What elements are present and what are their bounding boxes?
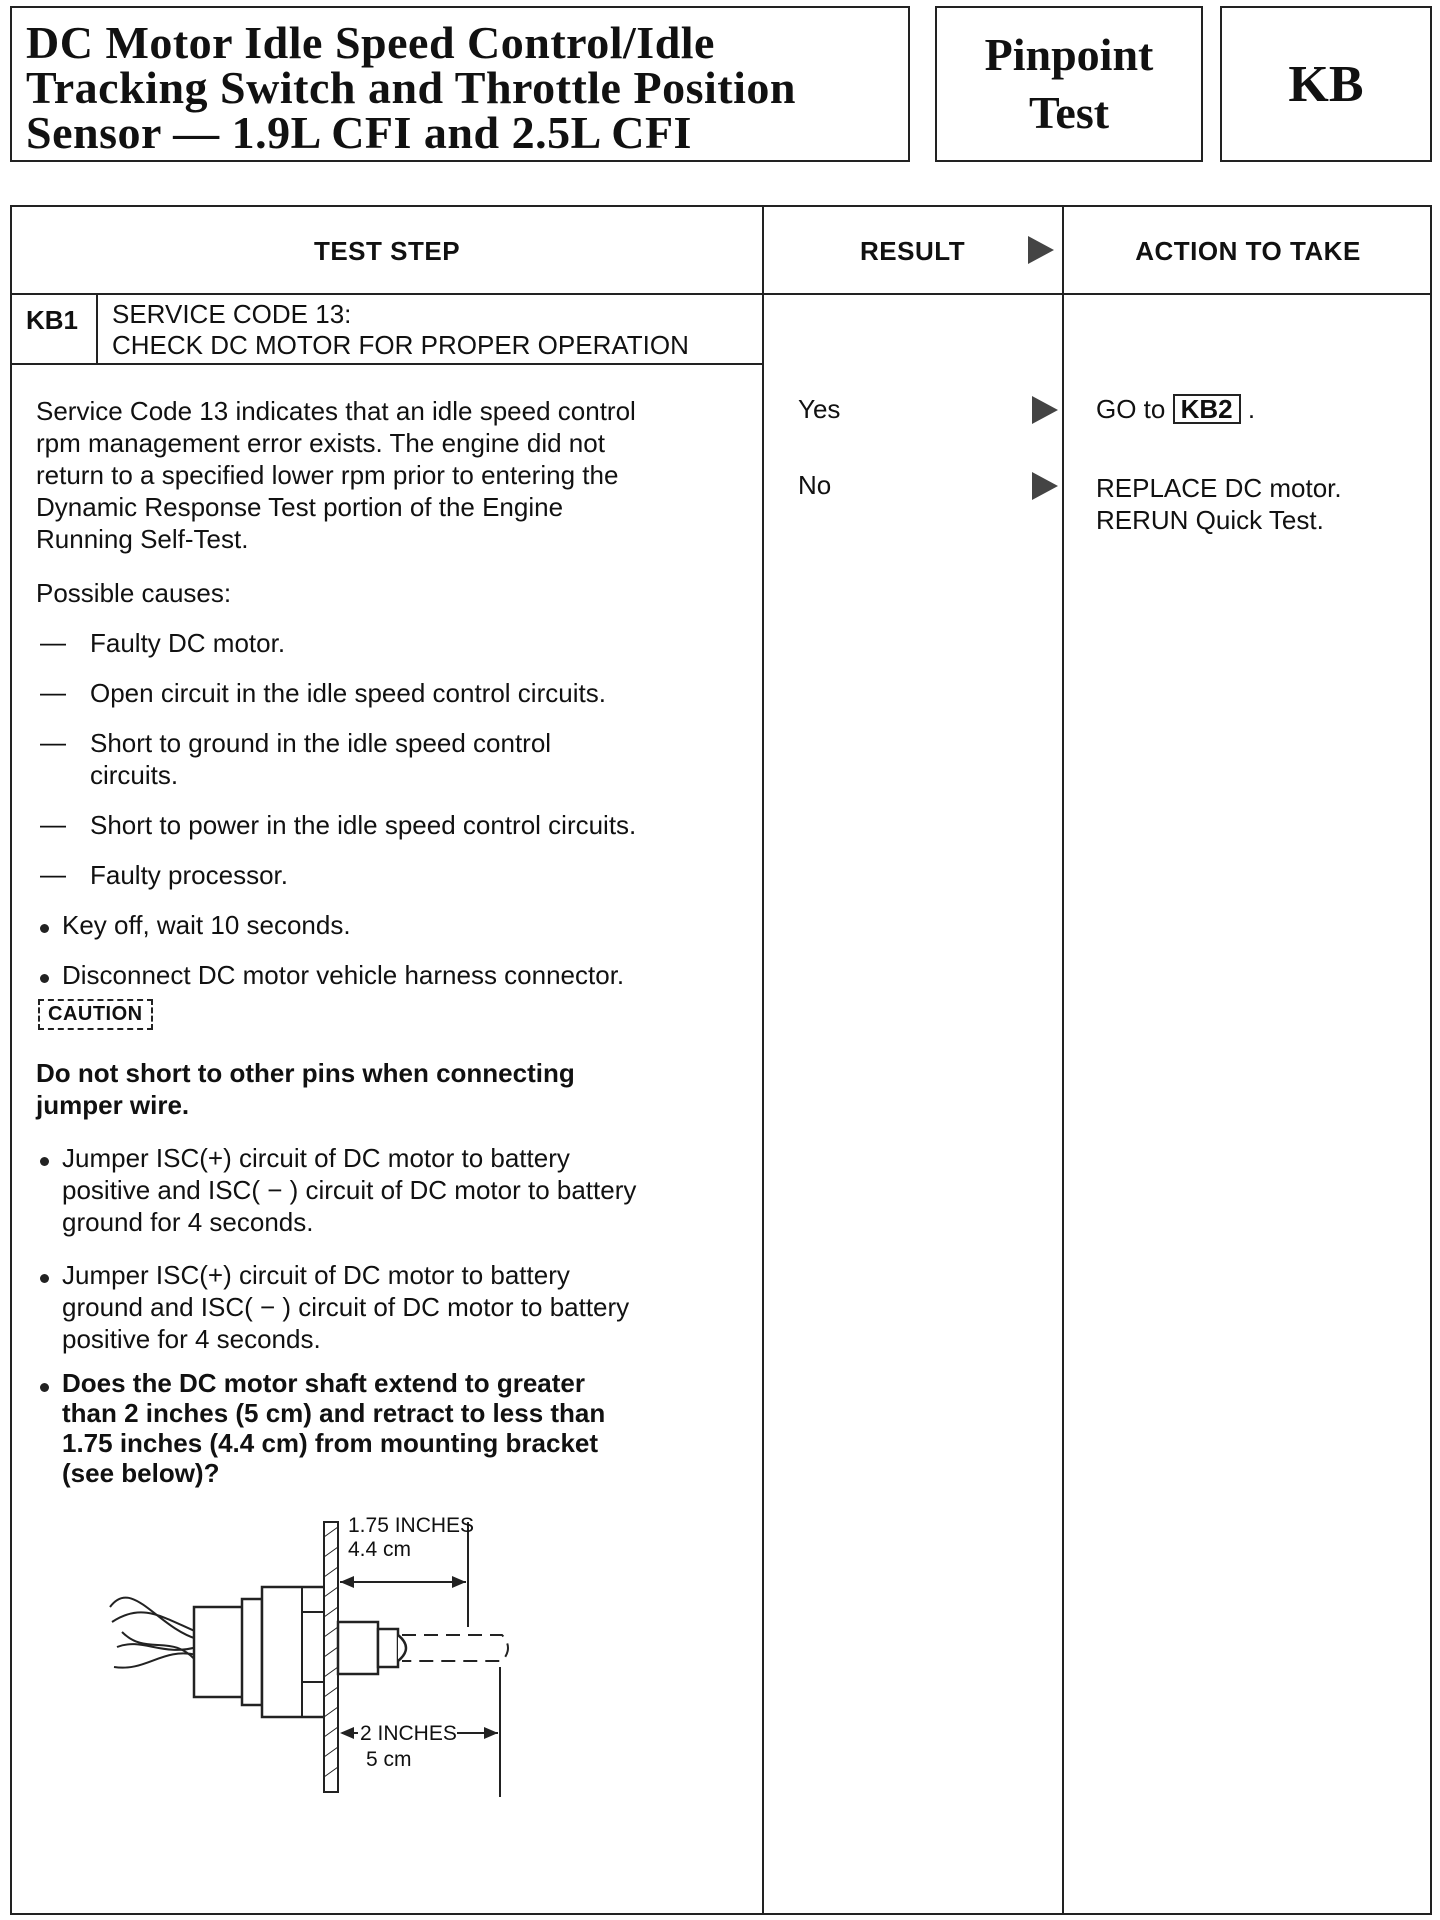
col-result-label: RESULT xyxy=(860,235,966,266)
intro-paragraph xyxy=(36,395,756,555)
column-divider xyxy=(1062,207,1064,1913)
title-line: Sensor — 1.9L CFI and 2.5L CFI xyxy=(26,107,692,158)
action-line: REPLACE DC motor. xyxy=(1096,473,1342,503)
intro-line: rpm management error exists. The engine did not xyxy=(36,428,605,458)
jumper-line: positive and ISC( − ) circuit of DC motor to battery xyxy=(62,1175,637,1205)
motor-shaft xyxy=(338,1622,378,1674)
intro-line: Dynamic Response Test portion of the Engine xyxy=(36,492,564,522)
question-line: (see below)? xyxy=(62,1458,220,1488)
column-divider xyxy=(762,207,764,1913)
arrow-icon xyxy=(1032,472,1058,500)
dash-marker: — xyxy=(40,859,66,889)
bullet-icon xyxy=(40,974,49,983)
step-key-off: Key off, wait 10 seconds. xyxy=(62,910,351,940)
cause-line: circuits. xyxy=(90,760,179,790)
dim-175-cm: 4.4 cm xyxy=(348,1538,412,1561)
pinpoint-label: Pinpoint xyxy=(984,29,1154,80)
step-title-line: CHECK DC MOTOR FOR PROPER OPERATION xyxy=(112,330,689,360)
intro-line: Running Self-Test. xyxy=(36,524,249,554)
kb2-reference[interactable]: KB2 xyxy=(1173,394,1241,424)
question-line: Does the DC motor shaft extend to greater xyxy=(62,1368,585,1398)
jumper-line: ground for 4 seconds. xyxy=(62,1207,314,1237)
jumper-line: ground and ISC( − ) circuit of DC motor to battery xyxy=(62,1292,630,1322)
col-result-header xyxy=(764,207,1060,295)
cause-item: Faulty DC motor. xyxy=(90,628,286,658)
title-line: DC Motor Idle Speed Control/Idle xyxy=(26,17,715,68)
step-disconnect: Disconnect DC motor vehicle harness connector. xyxy=(62,960,625,990)
action-yes xyxy=(1096,393,1255,425)
test-table xyxy=(10,205,1432,1915)
question xyxy=(62,1368,605,1488)
col-test-step-header: TEST STEP xyxy=(313,235,461,266)
dash-marker: — xyxy=(40,727,66,757)
cause-item xyxy=(90,727,551,791)
dim-2-cm: 5 cm xyxy=(366,1748,412,1771)
caution-line: Do not short to other pins when connecting xyxy=(36,1058,575,1088)
step-title-line: SERVICE CODE 13: xyxy=(112,299,352,329)
dash-marker: — xyxy=(40,809,66,839)
dash-marker: — xyxy=(40,677,66,707)
step-title xyxy=(98,295,762,365)
wires-icon xyxy=(110,1598,197,1668)
action-prefix: GO to xyxy=(1096,394,1166,424)
caution-badge: CAUTION xyxy=(38,999,153,1030)
action-no xyxy=(1096,472,1342,536)
result-yes: Yes xyxy=(798,394,841,424)
jumper-step-2 xyxy=(62,1259,629,1355)
title-box xyxy=(10,6,910,162)
test-code-box: KB xyxy=(1220,6,1432,162)
step-id: KB1 xyxy=(12,295,98,365)
question-line: than 2 inches (5 cm) and retract to less than xyxy=(62,1398,606,1428)
motor-flange xyxy=(242,1599,262,1705)
extended-shaft-outline xyxy=(402,1635,508,1661)
arrow-icon xyxy=(1032,396,1058,424)
caution-text xyxy=(36,1057,575,1121)
dash-marker: — xyxy=(40,627,66,657)
bullet-icon xyxy=(40,924,49,933)
dim-175-inches: 1.75 INCHES xyxy=(348,1514,475,1537)
jumper-line: positive for 4 seconds. xyxy=(62,1324,321,1354)
question-line: 1.75 inches (4.4 cm) from mounting bracket xyxy=(62,1428,599,1458)
dim-2-inches: 2 INCHES xyxy=(360,1722,457,1745)
title-line: Tracking Switch and Throttle Position xyxy=(26,62,796,113)
jumper-line: Jumper ISC(+) circuit of DC motor to battery xyxy=(62,1260,570,1290)
cause-item: Faulty processor. xyxy=(90,860,288,890)
cause-item: Short to power in the idle speed control circuits. xyxy=(90,810,637,840)
bullet-icon xyxy=(40,1157,49,1166)
jumper-line: Jumper ISC(+) circuit of DC motor to battery xyxy=(62,1143,570,1173)
dc-motor-diagram xyxy=(102,1507,662,1807)
result-no: No xyxy=(798,470,832,500)
action-suffix: . xyxy=(1247,394,1256,424)
arrow-icon xyxy=(1028,236,1054,264)
cause-item: Open circuit in the idle speed control circuits. xyxy=(90,678,606,708)
bullet-icon xyxy=(40,1383,49,1392)
action-line: RERUN Quick Test. xyxy=(1096,505,1324,535)
possible-causes-label: Possible causes: xyxy=(36,578,232,608)
intro-line: return to a specified lower rpm prior to entering the xyxy=(36,460,619,490)
test-label: Test xyxy=(1028,87,1110,138)
pinpoint-test-box xyxy=(935,6,1203,162)
intro-line: Service Code 13 indicates that an idle speed control xyxy=(36,396,636,426)
col-action-header: ACTION TO TAKE xyxy=(1135,235,1361,266)
caution-line: jumper wire. xyxy=(36,1090,190,1120)
bullet-icon xyxy=(40,1274,49,1283)
jumper-step-1 xyxy=(62,1142,636,1238)
cause-line: Short to ground in the idle speed control xyxy=(90,728,552,758)
